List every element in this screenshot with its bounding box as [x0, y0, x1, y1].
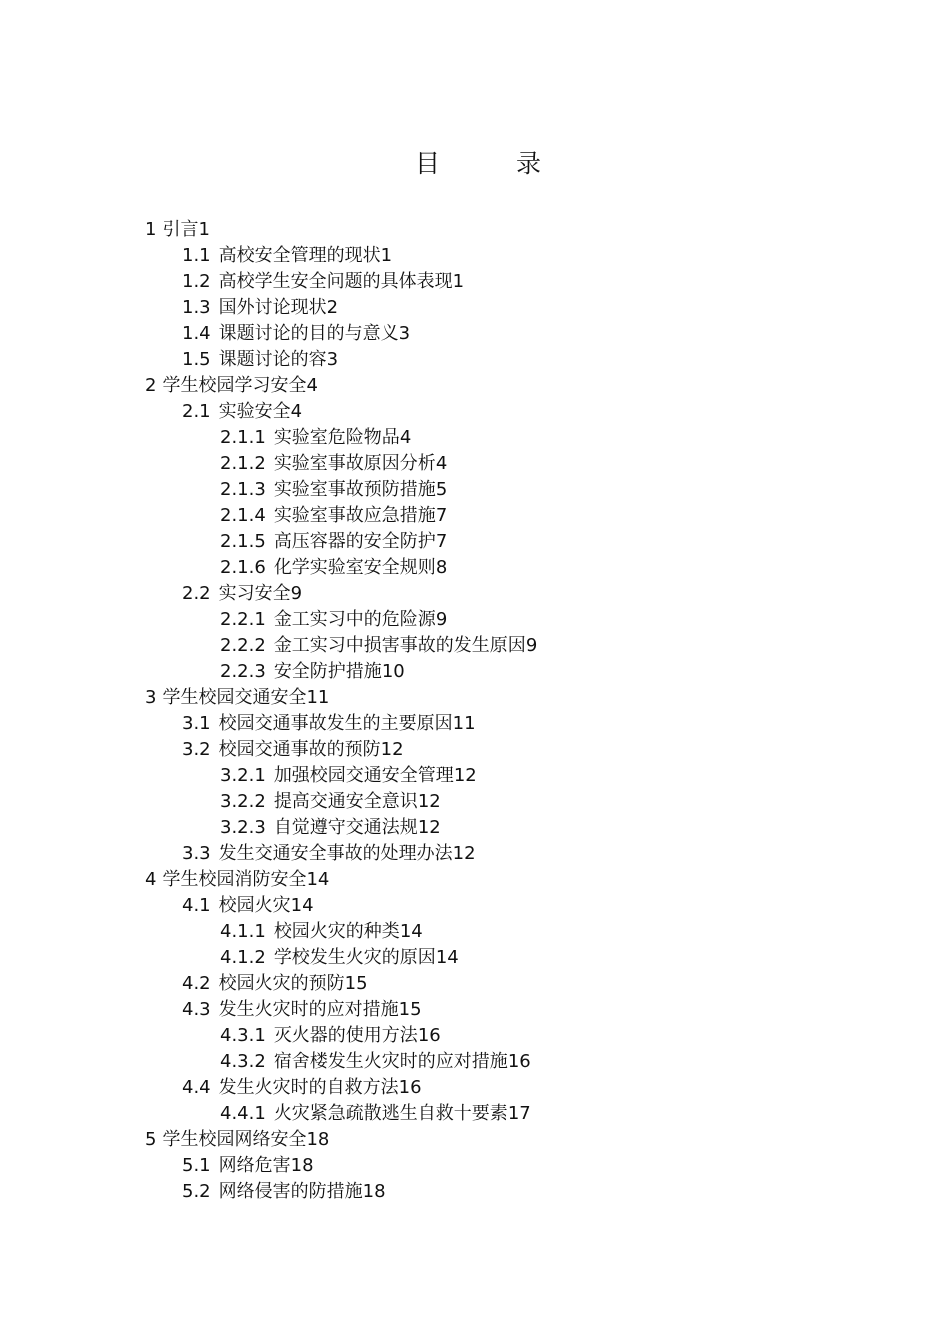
- toc-entry-page: 16: [398, 1077, 422, 1098]
- toc-entry-page: 14: [399, 921, 423, 942]
- toc-entry[interactable]: [145, 581, 537, 607]
- toc-entry-number: 4.2: [182, 973, 211, 994]
- toc-entry[interactable]: [145, 503, 537, 529]
- toc-entry-title: 国外讨论现状: [218, 297, 327, 318]
- toc-entry-number: 1.4: [182, 323, 211, 344]
- toc-entry-number: 2.1.4: [220, 505, 266, 526]
- toc-entry[interactable]: [145, 555, 537, 581]
- toc-entry[interactable]: [145, 789, 537, 815]
- toc-heading: 目 录: [415, 149, 575, 178]
- toc-entry-number: 3.2.1: [220, 765, 266, 786]
- toc-entry-number: 4.3.1: [220, 1025, 266, 1046]
- toc-entry-page: 14: [435, 947, 459, 968]
- toc-entry[interactable]: [145, 269, 537, 295]
- toc-entry-page: 9: [525, 635, 538, 656]
- toc-entry-number: 1.3: [182, 297, 211, 318]
- toc-entry-number: 5: [145, 1129, 157, 1150]
- toc-entry-number: 2: [145, 375, 157, 396]
- toc-entry[interactable]: [145, 659, 537, 685]
- toc-entry-number: 3.3: [182, 843, 211, 864]
- toc-entry-title: 发生火灾时的应对措施: [218, 999, 399, 1020]
- toc-entry[interactable]: [145, 1179, 537, 1205]
- toc-entry-page: 16: [417, 1025, 441, 1046]
- toc-entry-title: 高校学生安全问题的具体表现: [218, 271, 453, 292]
- toc-entry-number: 1.1: [182, 245, 211, 266]
- toc-entry-title: 学校发生火灾的原因: [273, 947, 436, 968]
- toc-entry-number: 1: [145, 219, 157, 240]
- toc-entry-title: 学生校园学习安全: [162, 375, 307, 396]
- toc-entry-title: 高压容器的安全防护: [273, 531, 436, 552]
- toc-entry-number: 5.1: [182, 1155, 211, 1176]
- toc-entry-number: 4.1.1: [220, 921, 266, 942]
- toc-entry-number: 4.1: [182, 895, 211, 916]
- toc-entry[interactable]: [145, 425, 537, 451]
- toc-entry-page: 15: [398, 999, 422, 1020]
- toc-entry-page: 1: [380, 245, 393, 266]
- toc-entry[interactable]: [145, 295, 537, 321]
- toc-entry-title: 课题讨论的目的与意义: [218, 323, 399, 344]
- toc-entry-title: 金工实习中损害事故的发生原因: [273, 635, 526, 656]
- toc-entry-number: 3.1: [182, 713, 211, 734]
- toc-entry-page: 16: [507, 1051, 531, 1072]
- toc-entry-number: 2.1.1: [220, 427, 266, 448]
- toc-entry-title: 网络危害: [218, 1155, 291, 1176]
- toc-entry-title: 实验室事故应急措施: [273, 505, 436, 526]
- toc-entry[interactable]: [145, 1127, 537, 1153]
- toc-entry-page: 7: [435, 505, 448, 526]
- toc-entry-number: 3: [145, 687, 157, 708]
- toc-entry-number: 2.1.3: [220, 479, 266, 500]
- toc-entry[interactable]: [145, 347, 537, 373]
- toc-entry[interactable]: [145, 1049, 537, 1075]
- toc-entry-page: 18: [290, 1155, 314, 1176]
- toc-entry-title: 加强校园交通安全管理: [273, 765, 454, 786]
- toc-entry[interactable]: [145, 971, 537, 997]
- toc-entry-page: 12: [452, 843, 476, 864]
- toc-entry-page: 14: [290, 895, 314, 916]
- toc-entry-number: 2.2.3: [220, 661, 266, 682]
- toc-entry-page: 4: [306, 375, 318, 396]
- toc-entry[interactable]: [145, 737, 537, 763]
- toc-entry-title: 实习安全: [218, 583, 291, 604]
- toc-entry[interactable]: [145, 321, 537, 347]
- toc-entry[interactable]: [145, 373, 537, 399]
- toc-entry-number: 2.1: [182, 401, 211, 422]
- toc-entry-title: 金工实习中的危险源: [273, 609, 436, 630]
- toc-entry-title: 学生校园网络安全: [162, 1129, 307, 1150]
- toc-entry-title: 发生火灾时的自救方法: [218, 1077, 399, 1098]
- toc-entry-page: 9: [290, 583, 303, 604]
- toc-entry-title: 校园火灾的预防: [218, 973, 345, 994]
- toc-entry-page: 18: [362, 1181, 386, 1202]
- toc-entry-page: 5: [435, 479, 448, 500]
- toc-entry[interactable]: [145, 607, 537, 633]
- toc-entry-number: 4: [145, 869, 157, 890]
- toc-entry-title: 自觉遵守交通法规: [273, 817, 418, 838]
- toc-entry-number: 1.2: [182, 271, 211, 292]
- toc-entry-title: 校园火灾: [218, 895, 291, 916]
- toc-entry-title: 发生交通安全事故的处理办法: [218, 843, 453, 864]
- toc-entry-page: 2: [326, 297, 339, 318]
- toc-entry-page: 1: [198, 219, 210, 240]
- toc-entry-title: 火灾紧急疏散逃生自救十要素: [273, 1103, 508, 1124]
- toc-entry-page: 3: [326, 349, 339, 370]
- toc-entry[interactable]: [145, 633, 537, 659]
- table-of-contents: [145, 217, 537, 1205]
- toc-entry-page: 9: [435, 609, 448, 630]
- toc-entry-title: 提高交通安全意识: [273, 791, 418, 812]
- toc-entry-number: 3.2.3: [220, 817, 266, 838]
- toc-entry[interactable]: [145, 399, 537, 425]
- toc-entry-title: 实验安全: [218, 401, 291, 422]
- toc-entry-title: 实验室危险物品: [273, 427, 400, 448]
- toc-entry-page: 4: [435, 453, 448, 474]
- toc-entry-number: 4.4.1: [220, 1103, 266, 1124]
- toc-entry[interactable]: [145, 529, 537, 555]
- toc-entry-number: 4.3: [182, 999, 211, 1020]
- toc-entry-page: 11: [452, 713, 476, 734]
- toc-entry[interactable]: [145, 1153, 537, 1179]
- toc-entry-number: 2.2: [182, 583, 211, 604]
- toc-entry-page: 7: [435, 531, 448, 552]
- toc-entry-title: 引言: [162, 219, 199, 240]
- toc-entry-title: 实验室事故原因分析: [273, 453, 436, 474]
- toc-entry-page: 11: [306, 687, 330, 708]
- toc-entry-title: 课题讨论的容: [218, 349, 327, 370]
- toc-entry-page: 17: [507, 1103, 531, 1124]
- toc-entry[interactable]: [145, 217, 537, 243]
- toc-entry-title: 校园火灾的种类: [273, 921, 400, 942]
- toc-entry-page: 3: [398, 323, 411, 344]
- toc-entry-number: 3.2.2: [220, 791, 266, 812]
- toc-entry-number: 3.2: [182, 739, 211, 760]
- toc-entry-page: 15: [344, 973, 368, 994]
- toc-entry[interactable]: [145, 1101, 537, 1127]
- toc-entry-page: 10: [381, 661, 405, 682]
- toc-entry-title: 网络侵害的防措施: [218, 1181, 363, 1202]
- toc-entry-page: 12: [453, 765, 477, 786]
- toc-entry[interactable]: [145, 477, 537, 503]
- toc-entry-page: 8: [435, 557, 448, 578]
- toc-entry-number: 2.2.2: [220, 635, 266, 656]
- toc-entry-number: 2.1.2: [220, 453, 266, 474]
- toc-entry-page: 12: [380, 739, 404, 760]
- toc-entry-page: 1: [452, 271, 465, 292]
- toc-entry-number: 1.5: [182, 349, 211, 370]
- toc-entry[interactable]: [145, 763, 537, 789]
- toc-entry-number: 4.4: [182, 1077, 211, 1098]
- toc-entry-page: 4: [399, 427, 412, 448]
- toc-entry-page: 18: [306, 1129, 330, 1150]
- toc-entry[interactable]: [145, 1075, 537, 1101]
- toc-entry-title: 学生校园消防安全: [162, 869, 307, 890]
- toc-entry[interactable]: [145, 1023, 537, 1049]
- toc-entry-page: 12: [417, 791, 441, 812]
- toc-entry[interactable]: [145, 893, 537, 919]
- toc-entry[interactable]: [145, 945, 537, 971]
- toc-entry-title: 实验室事故预防措施: [273, 479, 436, 500]
- toc-entry-title: 高校安全管理的现状: [218, 245, 381, 266]
- toc-entry[interactable]: [145, 919, 537, 945]
- toc-entry-title: 宿舍楼发生火灾时的应对措施: [273, 1051, 508, 1072]
- toc-entry-page: 12: [417, 817, 441, 838]
- toc-entry[interactable]: [145, 867, 537, 893]
- toc-entry-title: 校园交通事故的预防: [218, 739, 381, 760]
- toc-entry-number: 5.2: [182, 1181, 211, 1202]
- toc-entry[interactable]: [145, 243, 537, 269]
- toc-entry[interactable]: [145, 815, 537, 841]
- toc-entry-title: 学生校园交通安全: [162, 687, 307, 708]
- toc-entry-title: 校园交通事故发生的主要原因: [218, 713, 453, 734]
- toc-entry-number: 4.3.2: [220, 1051, 266, 1072]
- toc-entry-number: 4.1.2: [220, 947, 266, 968]
- toc-entry[interactable]: [145, 997, 537, 1023]
- toc-entry-title: 化学实验室安全规则: [273, 557, 436, 578]
- toc-entry[interactable]: [145, 841, 537, 867]
- toc-entry[interactable]: [145, 685, 537, 711]
- toc-entry-number: 2.1.5: [220, 531, 266, 552]
- toc-entry-number: 2.1.6: [220, 557, 266, 578]
- toc-entry-page: 14: [306, 869, 330, 890]
- toc-entry-title: 灭火器的使用方法: [273, 1025, 418, 1046]
- toc-entry-title: 安全防护措施: [273, 661, 382, 682]
- toc-entry-page: 4: [290, 401, 303, 422]
- toc-entry[interactable]: [145, 711, 537, 737]
- toc-entry-number: 2.2.1: [220, 609, 266, 630]
- toc-entry[interactable]: [145, 451, 537, 477]
